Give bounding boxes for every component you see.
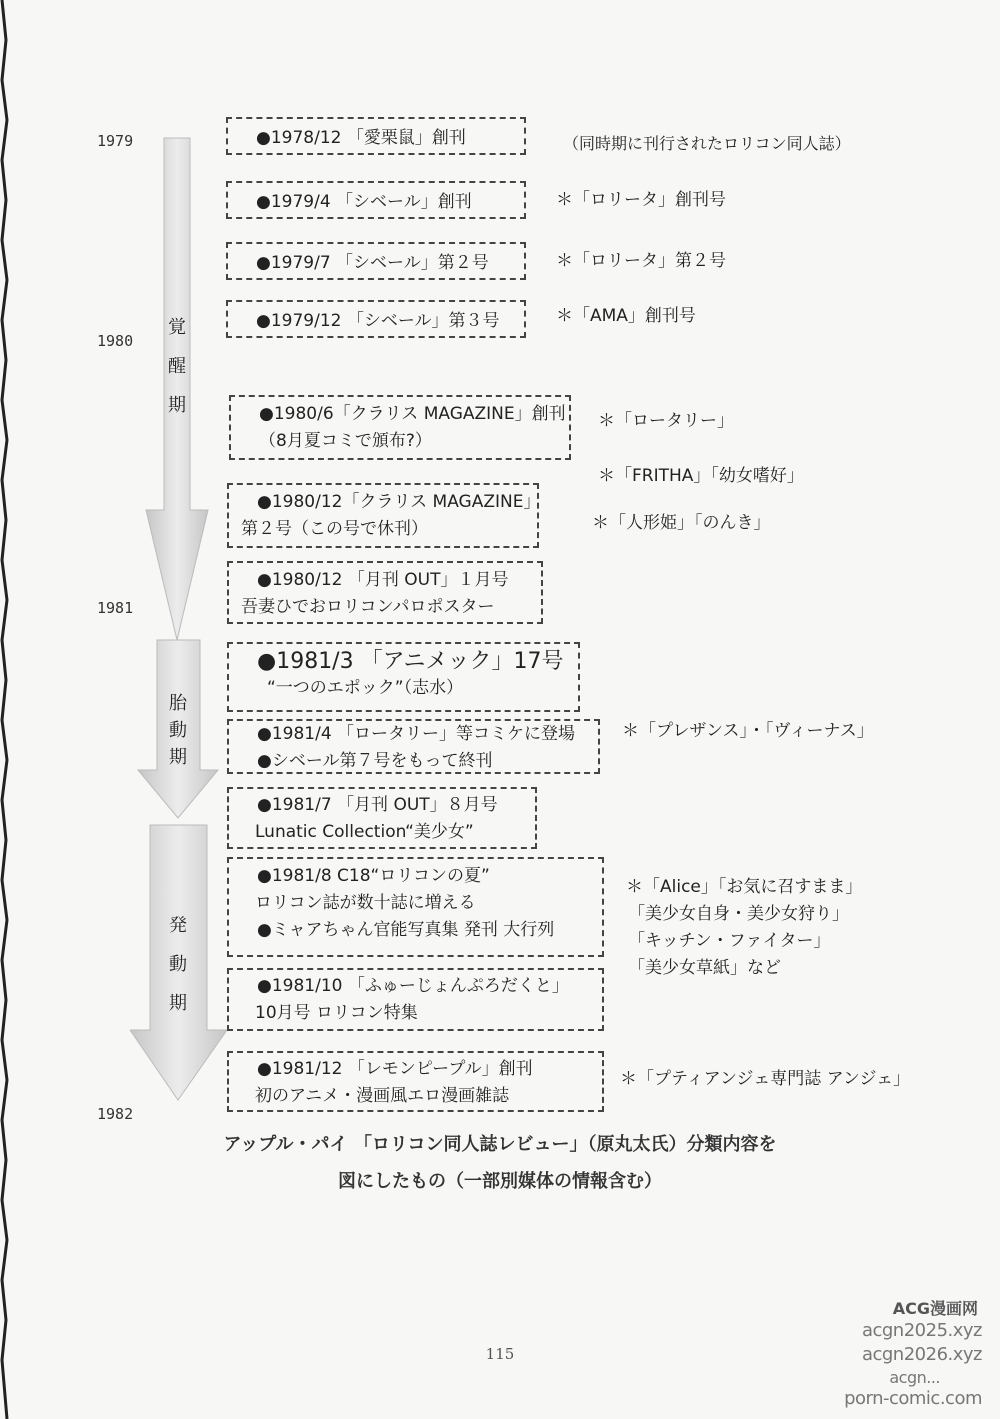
event-box: ●1980/6「クラリス MAGAZINE」創刊 （8月夏コミで頒布?）	[229, 395, 571, 460]
year-label: 1980	[97, 332, 134, 350]
note-item: ＊「FRITHA」「幼女嗜好」	[598, 466, 804, 486]
phase-activation: 発 動 期	[169, 915, 187, 1014]
event-box: ●1981/10 「ふゅーじょんぷろだくと」 10月号 ロリコン特集	[227, 968, 604, 1031]
phase-fetal: 胎 動 期	[169, 693, 187, 768]
year-label: 1979	[97, 132, 134, 150]
note-item: ＊「AMA」創刊号	[556, 306, 696, 326]
watermark-line: acgn2026.xyz	[861, 1344, 982, 1365]
year-label: 1982	[97, 1105, 134, 1123]
figure-caption-line2: 図にしたもの（一部別媒体の情報含む）	[338, 1171, 662, 1192]
phase-awakening: 覚 醒 期	[168, 317, 186, 416]
note-item: ＊「Alice」「お気に召すまま」	[626, 877, 863, 897]
event-box: ●1981/4 「ロータリー」等コミケに登場 ●シベール第７号をもって終刊	[227, 719, 600, 774]
watermark-line: porn-comic.com	[844, 1388, 982, 1409]
binding-edge	[0, 0, 14, 1419]
event-box: ●1981/8 C18“ロリコンの夏” ロリコン誌が数十誌に増える ●ミャアちゃん官能写真集 発刊 大行列	[227, 857, 604, 957]
note-item: ＊「人形姫」「のんき」	[592, 513, 771, 533]
figure-caption-line1: アップル・パイ 「ロリコン同人誌レビュー」（原丸太氏）分類内容を	[223, 1134, 777, 1155]
note-header: （同時期に刊行されたロリコン同人誌）	[563, 134, 851, 153]
event-box: ●1981/12 「レモンピープル」創刊 初のアニメ・漫画風エロ漫画雑誌	[227, 1051, 604, 1112]
watermark-logo: ACG漫画网	[892, 1299, 978, 1318]
note-item: 「キッチン・ファイター」	[628, 931, 831, 951]
watermark-line: acgn...	[889, 1368, 940, 1387]
note-item: ＊「ロリータ」第２号	[556, 251, 726, 271]
note-item: 「美少女自身・美少女狩り」	[628, 904, 849, 924]
note-item: ＊「ロータリー」	[598, 411, 734, 431]
event-box: ●1979/4 「シベール」創刊	[226, 181, 526, 219]
event-box: ●1978/12 「愛栗鼠」創刊	[226, 117, 526, 155]
event-box: ●1980/12 「月刊 OUT」１月号 吾妻ひでおロリコンパロポスター	[227, 561, 543, 624]
event-box: ●1981/3 「アニメック」17号 “一つのエポック”（志水）	[227, 642, 580, 712]
event-box: ●1981/7 「月刊 OUT」８月号 Lunatic Collection“美少女”	[227, 787, 537, 849]
note-item: ＊「プティアンジェ専門誌 アンジェ」	[620, 1069, 911, 1089]
event-box: ●1979/7 「シベール」第２号	[226, 242, 526, 280]
event-box: ●1980/12「クラリス MAGAZINE」 第２号（この号で休刊）	[227, 483, 539, 548]
note-item: 「美少女草紙」など	[628, 958, 781, 978]
year-label: 1981	[97, 599, 134, 617]
note-item: ＊「プレザンス」・「ヴィーナス」	[622, 721, 874, 741]
note-item: ＊「ロリータ」創刊号	[556, 190, 726, 210]
watermark-line: acgn2025.xyz	[861, 1320, 982, 1341]
event-box: ●1979/12 「シベール」第３号	[226, 300, 526, 338]
page-number: 115	[485, 1345, 515, 1363]
